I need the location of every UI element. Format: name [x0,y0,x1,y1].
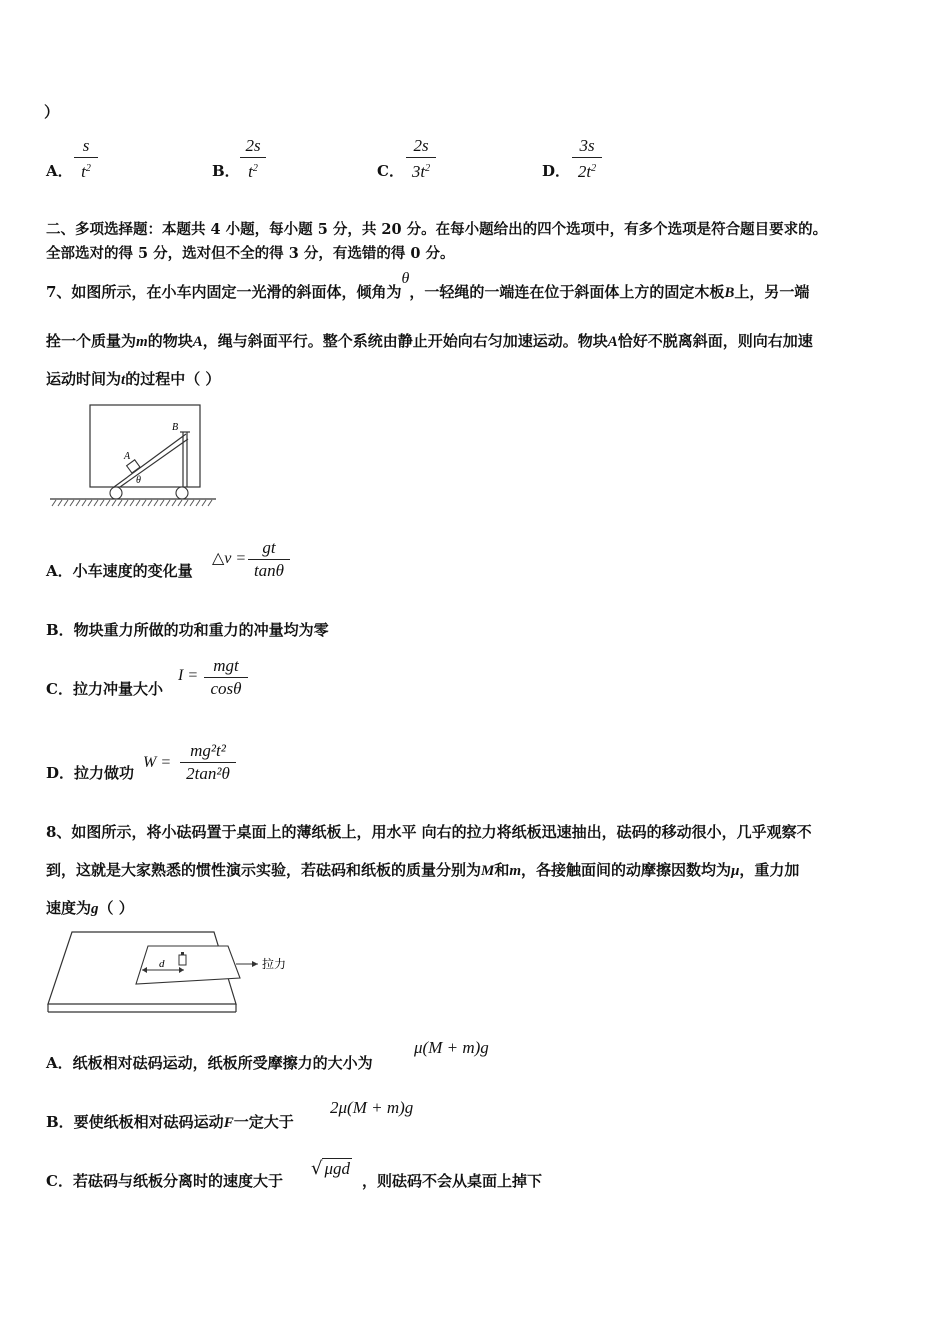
q8-stem-line2: 到，这就是大家熟悉的惯性演示实验，若砝码和纸板的质量分别为M和m，各接触面间的动摩擦因数均为μ，重力加 [46,861,800,879]
q6-option-b-label[interactable]: B． [212,162,240,180]
figure-label-d: d [159,958,165,970]
q8-option-c[interactable]: C．若砝码与纸板分离时的速度大于 [46,1172,283,1190]
q8-option-a-expr: μ(M + m)g [414,1038,489,1057]
q8-paper-weight-figure [44,928,304,1018]
q7-cart-incline-figure [48,400,218,510]
q6-option-c-fraction: 2s $3t^2$ [406,136,436,182]
q6-option-b-fraction: 2s $t^2$ [240,136,266,182]
q8-option-a[interactable]: A．纸板相对砝码运动，纸板所受摩擦力的大小为 [46,1054,373,1072]
figure-label-theta: θ [136,475,141,486]
q8-option-b[interactable]: B．要使纸板相对砝码运动F一定大于 [46,1113,294,1131]
q6-option-d-fraction: 3s $2t^2$ [572,136,602,182]
q7-option-b[interactable]: B．物块重力所做的功和重力的冲量均为零 [46,621,329,639]
q8-option-b-expr: 2μ(M + m)g [330,1098,414,1117]
figure-label-pull: 拉力 [262,957,287,971]
section-scoring: 全部选对的得 5 分，选对但不全的得 3 分，有选错的得 0 分。 [46,245,455,262]
figure-label-a: A [124,451,131,462]
q7-stem-line3: 运动时间为t的过程中（ ） [46,370,221,388]
q6-option-a-fraction: s $t^2$ [74,136,98,182]
q6-option-d-label[interactable]: D． [542,162,571,180]
q7-option-d[interactable]: D．拉力做功 [46,764,135,782]
q6-option-c-label[interactable]: C． [377,162,404,180]
q8-stem-line3: 速度为g（ ） [46,899,134,917]
q7-stem-line2: 拴一个质量为m的物块A，绳与斜面平行。整个系统由静止开始向右匀加速运动。物块A恰好不脱离斜面，则向右加速 [46,332,813,350]
q7-option-d-fraction: mg²t² 2tan²θ [180,741,236,784]
theta-symbol: θ [401,270,410,287]
section-heading: 二、多项选择题：本题共 4 小题，每小题 5 分，共 20 分。在每小题给出的四个选项中，有多个选项是符合题目要求的。 [46,221,828,238]
closing-paren: ） [44,103,60,121]
q6-option-a-label[interactable]: A． [46,162,73,180]
q8-stem-line1: 8、如图所示，将小砝码置于桌面上的薄纸板上，用水平 向右的拉力将纸板迅速抽出，砝码的移动很小，几乎观察不 [46,823,812,841]
q7-option-c-lhs: I = [178,667,199,684]
q7-stem-line1: 7、如图所示，在小车内固定一光滑的斜面体，倾角为θ，一轻绳的一端连在位于斜面体上方的固定木板B上，另一端 [46,270,810,301]
q8-option-c-sqrt: √ μgd [311,1158,351,1179]
q7-option-c-fraction: mgt cosθ [204,656,248,699]
q7-option-c[interactable]: C．拉力冲量大小 [46,680,163,698]
q7-option-a-lhs: △v = [212,550,247,567]
q8-option-c-tail: ，则砝码不会从桌面上掉下 [362,1172,543,1190]
figure-label-b: B [172,422,179,433]
q7-option-a[interactable]: A．小车速度的变化量 [46,562,193,580]
q7-option-a-fraction: gt tanθ [248,538,290,581]
q7-option-d-lhs: W = [143,754,172,771]
